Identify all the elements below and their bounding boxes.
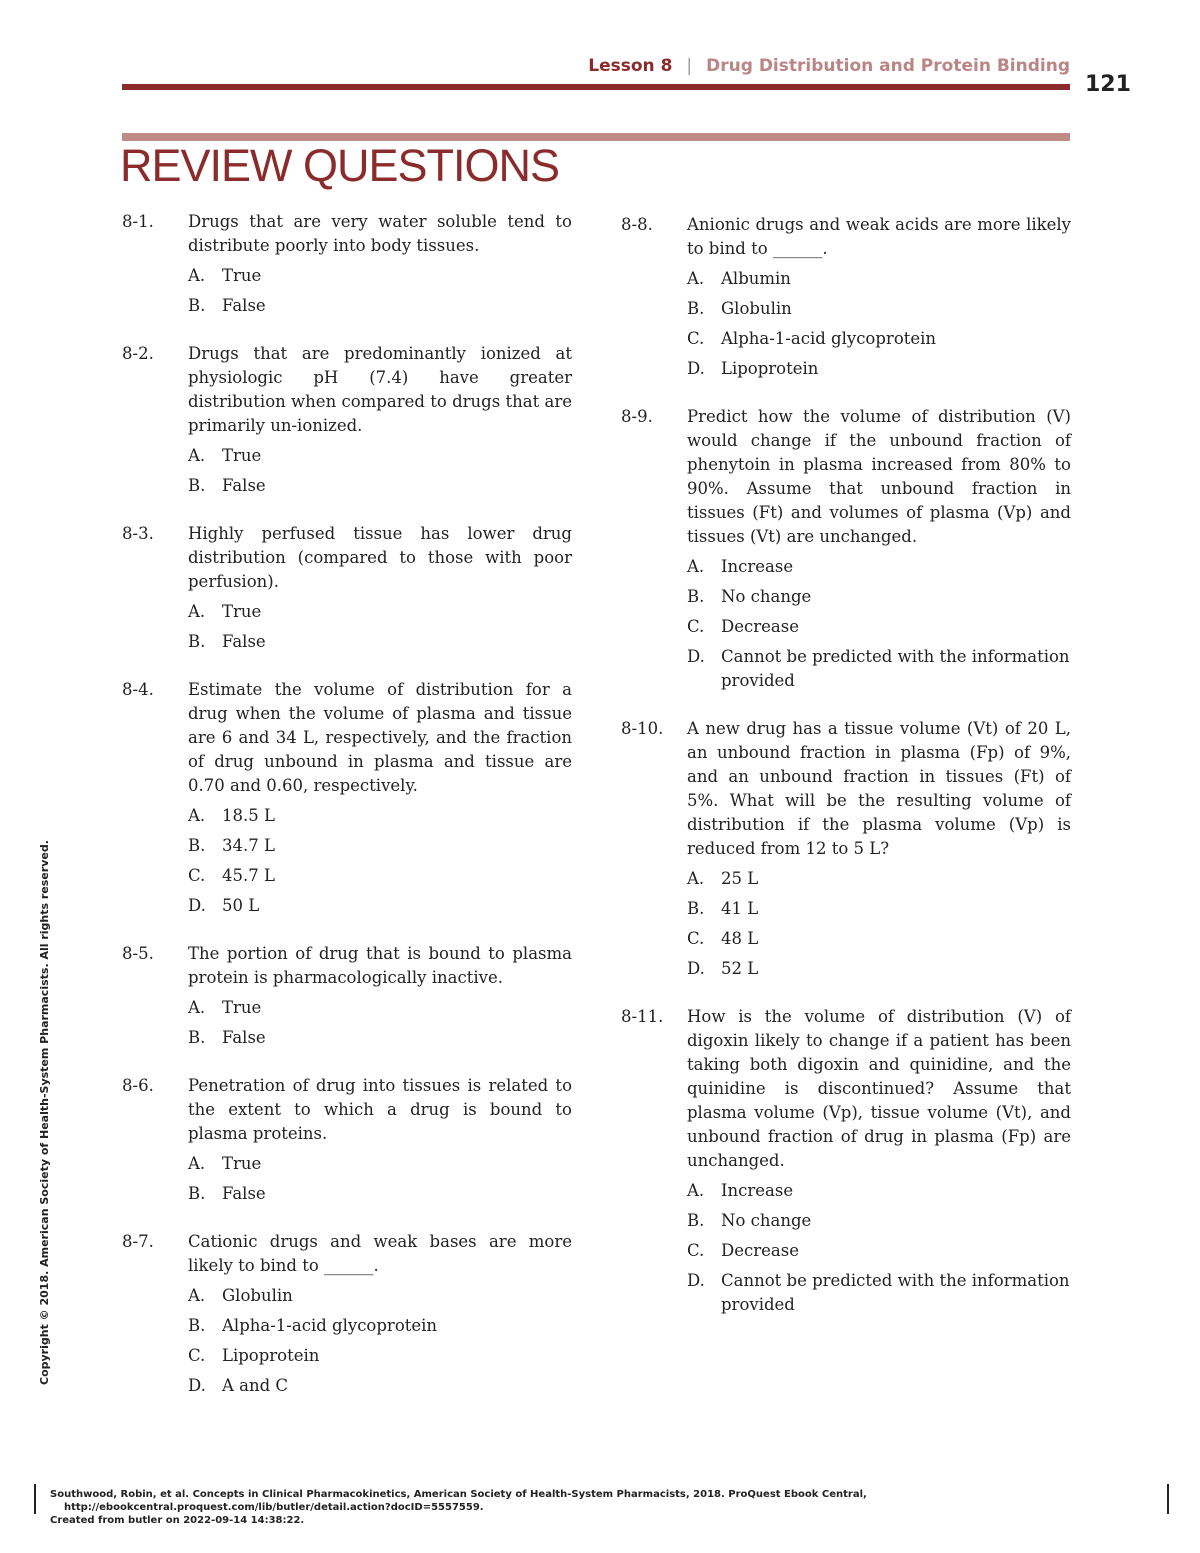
question-text: Predict how the volume of distribution (V) would change if the unbound fraction of phenytoin in plasma increased from 80% to 90%. Assume that unbound fraction in tissues (Ft) and volumes of plasma (Vp) and tissues (Vt) are unchanged.: [687, 407, 1071, 546]
answer-option: [188, 996, 572, 1020]
option-text: Cannot be predicted with the information provided: [721, 1271, 1070, 1314]
option-text: Alpha-1-acid glycoprotein: [222, 1316, 438, 1335]
answer-option: [687, 957, 1071, 981]
question-text: The portion of drug that is bound to plasma protein is pharmacologically inactive.: [188, 944, 572, 987]
option-text: True: [222, 266, 262, 285]
page-number: 121: [1085, 72, 1131, 97]
answer-option: [687, 297, 1071, 321]
question-item: [122, 678, 572, 918]
answer-option: [188, 1182, 572, 1206]
option-text: Cannot be predicted with the information provided: [721, 647, 1070, 690]
option-letter: B.: [188, 476, 206, 495]
question-number: 8-5.: [122, 944, 154, 963]
answer-option: [687, 1269, 1071, 1317]
option-letter: A.: [188, 1286, 206, 1305]
footer-line-3: Created from butler on 2022-09-14 14:38:22.: [50, 1515, 305, 1526]
question-item: [122, 942, 572, 1050]
question-text: A new drug has a tissue volume (Vt) of 20 L, an unbound fraction in plasma (Fp) of 9%, and an unbound fraction in tissues (Ft) of 5%. What will be the resulting volume of distribution if the plasma volume (Vp) is reduced from 12 to 5 L?: [687, 719, 1071, 858]
answer-options: [188, 996, 572, 1050]
running-header: [122, 56, 1070, 76]
answer-option: [188, 294, 572, 318]
answer-option: [188, 864, 572, 888]
question-row: [122, 678, 572, 798]
option-letter: B.: [188, 1028, 206, 1047]
option-text: Decrease: [721, 1241, 799, 1260]
question-row: [621, 213, 1071, 261]
question-number: 8-4.: [122, 680, 154, 699]
option-letter: A.: [188, 446, 206, 465]
question-text: Estimate the volume of distribution for a drug when the volume of plasma and tissue are 6 and 34 L, respectively, and the fraction of drug unbound in plasma and tissue are 0.70 and 0.60, respectively.: [188, 680, 572, 795]
question-row: [122, 342, 572, 438]
question-text: Drugs that are predominantly ionized at physiologic pH (7.4) have greater distribution when compared to drugs that are primarily un-ionized.: [188, 344, 572, 435]
option-text: True: [222, 998, 262, 1017]
option-letter: D.: [687, 959, 705, 978]
footer-right-mark: [1167, 1484, 1169, 1514]
answer-option: [188, 444, 572, 468]
option-text: False: [222, 1184, 266, 1203]
answer-option: [188, 630, 572, 654]
question-item: [122, 210, 572, 318]
question-row: [122, 522, 572, 594]
question-number: 8-3.: [122, 524, 154, 543]
header-separator: |: [686, 56, 693, 76]
answer-options: [687, 267, 1071, 381]
answer-option: [188, 1314, 572, 1338]
answer-options: [687, 1179, 1071, 1317]
option-letter: D.: [687, 647, 705, 666]
question-number: 8-7.: [122, 1232, 154, 1251]
question-item: [122, 342, 572, 498]
footer-left-mark: [34, 1484, 36, 1514]
option-text: Alpha-1-acid glycoprotein: [721, 329, 937, 348]
answer-options: [188, 264, 572, 318]
answer-option: [188, 804, 572, 828]
question-row: [621, 1005, 1071, 1173]
question-text: Penetration of drug into tissues is related to the extent to which a drug is bound to plasma proteins.: [188, 1076, 572, 1143]
answer-option: [188, 1374, 572, 1398]
option-text: False: [222, 296, 266, 315]
answer-option: [687, 327, 1071, 351]
option-letter: D.: [188, 1376, 206, 1395]
option-text: 18.5 L: [222, 806, 275, 825]
option-letter: B.: [188, 1316, 206, 1335]
question-number: 8-2.: [122, 344, 154, 363]
question-number: 8-8.: [621, 215, 653, 234]
question-item: [621, 1005, 1071, 1317]
answer-options: [687, 867, 1071, 981]
option-letter: A.: [188, 1154, 206, 1173]
option-letter: A.: [687, 557, 705, 576]
answer-option: [687, 1179, 1071, 1203]
answer-options: [687, 555, 1071, 693]
question-number: 8-9.: [621, 407, 653, 426]
option-text: False: [222, 1028, 266, 1047]
option-letter: B.: [188, 836, 206, 855]
question-item: [621, 405, 1071, 693]
option-text: True: [222, 1154, 262, 1173]
option-text: 48 L: [721, 929, 759, 948]
option-text: Globulin: [222, 1286, 293, 1305]
option-text: Globulin: [721, 299, 792, 318]
answer-option: [188, 1344, 572, 1368]
answer-option: [687, 1239, 1071, 1263]
option-text: 41 L: [721, 899, 759, 918]
answer-option: [687, 1209, 1071, 1233]
option-text: False: [222, 632, 266, 651]
option-text: Decrease: [721, 617, 799, 636]
answer-option: [687, 867, 1071, 891]
answer-option: [687, 645, 1071, 693]
option-letter: B.: [188, 632, 206, 651]
answer-options: [188, 1152, 572, 1206]
question-row: [122, 1230, 572, 1278]
option-letter: A.: [188, 998, 206, 1017]
option-letter: C.: [687, 1241, 705, 1260]
option-text: Albumin: [721, 269, 791, 288]
answer-option: [687, 927, 1071, 951]
option-text: Increase: [721, 557, 794, 576]
option-text: 50 L: [222, 896, 260, 915]
option-text: Increase: [721, 1181, 794, 1200]
option-text: A and C: [222, 1376, 289, 1395]
answer-option: [687, 615, 1071, 639]
lesson-label: Lesson 8: [588, 56, 673, 76]
question-number: 8-1.: [122, 212, 154, 231]
answer-option: [188, 1026, 572, 1050]
footer-line-1: Southwood, Robin, et al. Concepts in Clinical Pharmacokinetics, American Society of Health-System Pharmacists, 2018. ProQuest Ebook Central,: [50, 1489, 867, 1500]
answer-option: [687, 585, 1071, 609]
option-letter: C.: [687, 617, 705, 636]
option-text: 45.7 L: [222, 866, 275, 885]
option-letter: A.: [188, 806, 206, 825]
question-text: How is the volume of distribution (V) of digoxin likely to change if a patient has been taking both digoxin and quinidine, and the quinidine is discontinued? Assume that plasma volume (Vp), tissue volume (Vt), and unbound fraction of drug in plasma (Fp) are unchanged.: [687, 1007, 1071, 1170]
answer-option: [188, 600, 572, 624]
answer-options: [188, 444, 572, 498]
section-title: REVIEW QUESTIONS: [120, 140, 560, 191]
question-number: 8-10.: [621, 719, 664, 738]
answer-options: [188, 804, 572, 918]
answer-options: [188, 600, 572, 654]
question-row: [621, 405, 1071, 549]
answer-option: [687, 357, 1071, 381]
answer-option: [188, 894, 572, 918]
option-text: 34.7 L: [222, 836, 275, 855]
question-row: [122, 1074, 572, 1146]
question-item: [621, 213, 1071, 381]
question-text: Highly perfused tissue has lower drug distribution (compared to those with poor perfusion).: [188, 524, 572, 591]
option-letter: A.: [687, 269, 705, 288]
answer-option: [188, 1152, 572, 1176]
question-text: Drugs that are very water soluble tend to distribute poorly into body tissues.: [188, 212, 572, 255]
answer-option: [188, 474, 572, 498]
question-row: [122, 942, 572, 990]
option-letter: C.: [188, 1346, 206, 1365]
option-letter: B.: [188, 1184, 206, 1203]
right-column: [621, 213, 1071, 1341]
option-text: True: [222, 602, 262, 621]
question-text: Anionic drugs and weak acids are more likely to bind to ______.: [687, 215, 1071, 258]
option-letter: B.: [687, 587, 705, 606]
question-number: 8-11.: [621, 1007, 664, 1026]
option-letter: D.: [188, 896, 206, 915]
option-letter: A.: [687, 869, 705, 888]
option-letter: C.: [687, 929, 705, 948]
answer-option: [687, 267, 1071, 291]
option-text: False: [222, 476, 266, 495]
answer-option: [188, 834, 572, 858]
option-letter: A.: [687, 1181, 705, 1200]
option-text: True: [222, 446, 262, 465]
footer-line-2: http://ebookcentral.proquest.com/lib/butler/detail.action?docID=5557559.: [64, 1502, 484, 1513]
footer-citation: [50, 1488, 867, 1527]
option-letter: C.: [687, 329, 705, 348]
header-rule: [122, 84, 1070, 90]
option-letter: B.: [687, 899, 705, 918]
question-item: [621, 717, 1071, 981]
answer-option: [188, 1284, 572, 1308]
option-letter: D.: [687, 359, 705, 378]
answer-option: [687, 897, 1071, 921]
lesson-title: Drug Distribution and Protein Binding: [706, 56, 1070, 76]
question-row: [621, 717, 1071, 861]
question-text: Cationic drugs and weak bases are more likely to bind to ______.: [188, 1232, 572, 1275]
option-letter: B.: [188, 296, 206, 315]
question-item: [122, 1230, 572, 1398]
option-text: No change: [721, 1211, 812, 1230]
option-text: Lipoprotein: [721, 359, 819, 378]
option-text: 52 L: [721, 959, 759, 978]
question-item: [122, 1074, 572, 1206]
answer-option: [188, 264, 572, 288]
option-text: No change: [721, 587, 812, 606]
option-letter: A.: [188, 602, 206, 621]
option-text: Lipoprotein: [222, 1346, 320, 1365]
option-letter: B.: [687, 1211, 705, 1230]
answer-option: [687, 555, 1071, 579]
question-number: 8-6.: [122, 1076, 154, 1095]
left-column: [122, 210, 572, 1422]
option-letter: A.: [188, 266, 206, 285]
option-letter: B.: [687, 299, 705, 318]
option-text: 25 L: [721, 869, 759, 888]
option-letter: C.: [188, 866, 206, 885]
answer-options: [188, 1284, 572, 1398]
option-letter: D.: [687, 1271, 705, 1290]
question-row: [122, 210, 572, 258]
question-item: [122, 522, 572, 654]
side-copyright: Copyright © 2018. American Society of Health-System Pharmacists. All rights reserved.: [38, 840, 51, 1385]
